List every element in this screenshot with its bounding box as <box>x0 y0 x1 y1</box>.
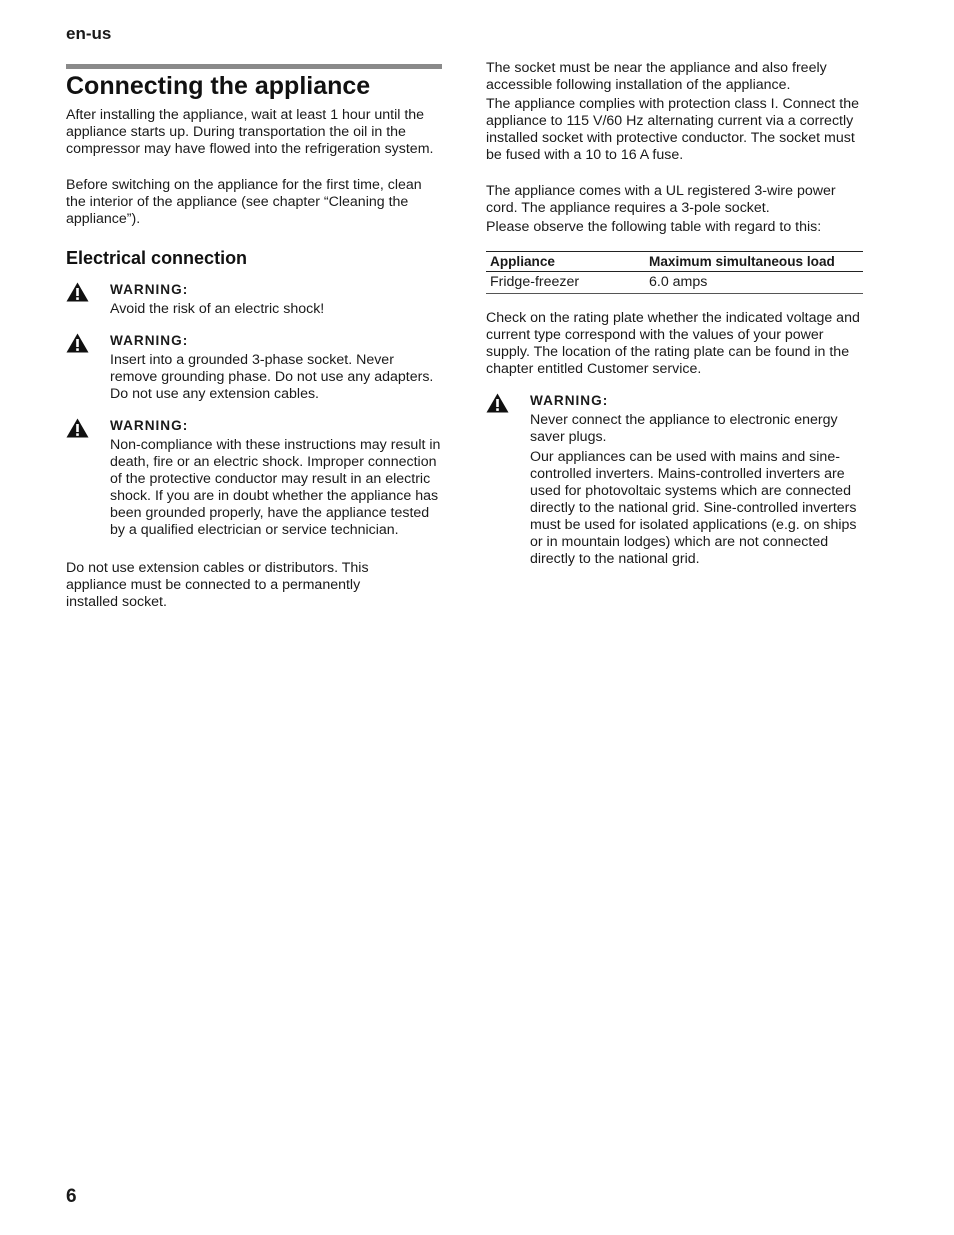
warning-block <box>66 332 442 402</box>
warning-block <box>486 392 863 592</box>
table-header-load: Maximum simultaneous load <box>645 252 863 272</box>
warning-triangle-icon <box>486 393 509 413</box>
warning-title: WARNING: <box>110 333 189 348</box>
paragraph-table-intro: Please observe the following table with regard to this: <box>486 219 822 235</box>
load-table <box>486 251 863 294</box>
warning-text: Never connect the appliance to electronic energy saver plugs. <box>530 412 838 445</box>
paragraph-rating-plate: Check on the rating plate whether the indicated voltage and current type correspond with the values of your power supply. The location of the rating plate can be found in the chapter entitled Customer service. <box>486 310 860 377</box>
table-header-row <box>486 252 863 272</box>
warning-triangle-icon <box>66 333 89 353</box>
warning-triangle-icon <box>66 418 89 438</box>
paragraph-protection-class: The appliance complies with protection class I. Connect the appliance to 115 V/60 Hz alternating current via a correctly installed socket with protective conductor. The socket must be fused with a 10 to 16 A fuse. <box>486 96 860 163</box>
page-title: Connecting the appliance <box>66 72 371 100</box>
table-cell-appliance: Fridge-freezer <box>486 272 645 294</box>
section-title: Electrical connection <box>66 248 248 268</box>
table-cell-load: 6.0 amps <box>645 272 863 294</box>
table-header-appliance: Appliance <box>486 252 645 272</box>
warning-block <box>66 281 442 321</box>
title-rule <box>66 64 442 69</box>
page-number: 6 <box>66 1186 77 1207</box>
warning-text-inverters: Our appliances can be used with mains and sine-controlled inverters. Mains-controlled inverters are used for photovoltaic systems which are connected directly to the national grid. Sine-controlled inverters must be used for isolated applications (e.g. on ships or in mountain lodges) which are not connected directly to the national grid. <box>530 449 857 567</box>
intro-paragraph-2: Before switching on the appliance for the first time, clean the interior of the appliance (see chapter “Cleaning the appliance”). <box>66 177 422 227</box>
language-label: en-us <box>66 24 112 43</box>
table-row <box>486 272 863 294</box>
intro-paragraph-1: After installing the appliance, wait at least 1 hour until the appliance starts up. During transportation the oil in the compressor may have flowed into the refrigeration system. <box>66 107 434 157</box>
warning-text: Non-compliance with these instructions may result in death, fire or an electric shock. Improper connection of the protective conductor may result in an electric shock. If you are in doubt whether the appliance has been grounded properly, have the appliance tested by a qualified electrician or service technician. <box>110 437 441 538</box>
paragraph-power-cord: The appliance comes with a UL registered 3-wire power cord. The appliance requires a 3-pole socket. <box>486 183 836 216</box>
paragraph-socket: The socket must be near the appliance and also freely accessible following installation of the appliance. <box>486 60 827 93</box>
warning-triangle-icon <box>66 282 89 302</box>
warning-text: Avoid the risk of an electric shock! <box>110 301 325 317</box>
warning-block <box>66 417 442 557</box>
warning-title: WARNING: <box>110 418 189 433</box>
warning-text: Insert into a grounded 3-phase socket. Never remove grounding phase. Do not use any adapters. Do not use any extension cables. <box>110 352 434 402</box>
warning-title: WARNING: <box>530 393 609 408</box>
warning-title: WARNING: <box>110 282 189 297</box>
closing-paragraph: Do not use extension cables or distributors. This appliance must be connected to a permanently installed socket. <box>66 560 369 610</box>
